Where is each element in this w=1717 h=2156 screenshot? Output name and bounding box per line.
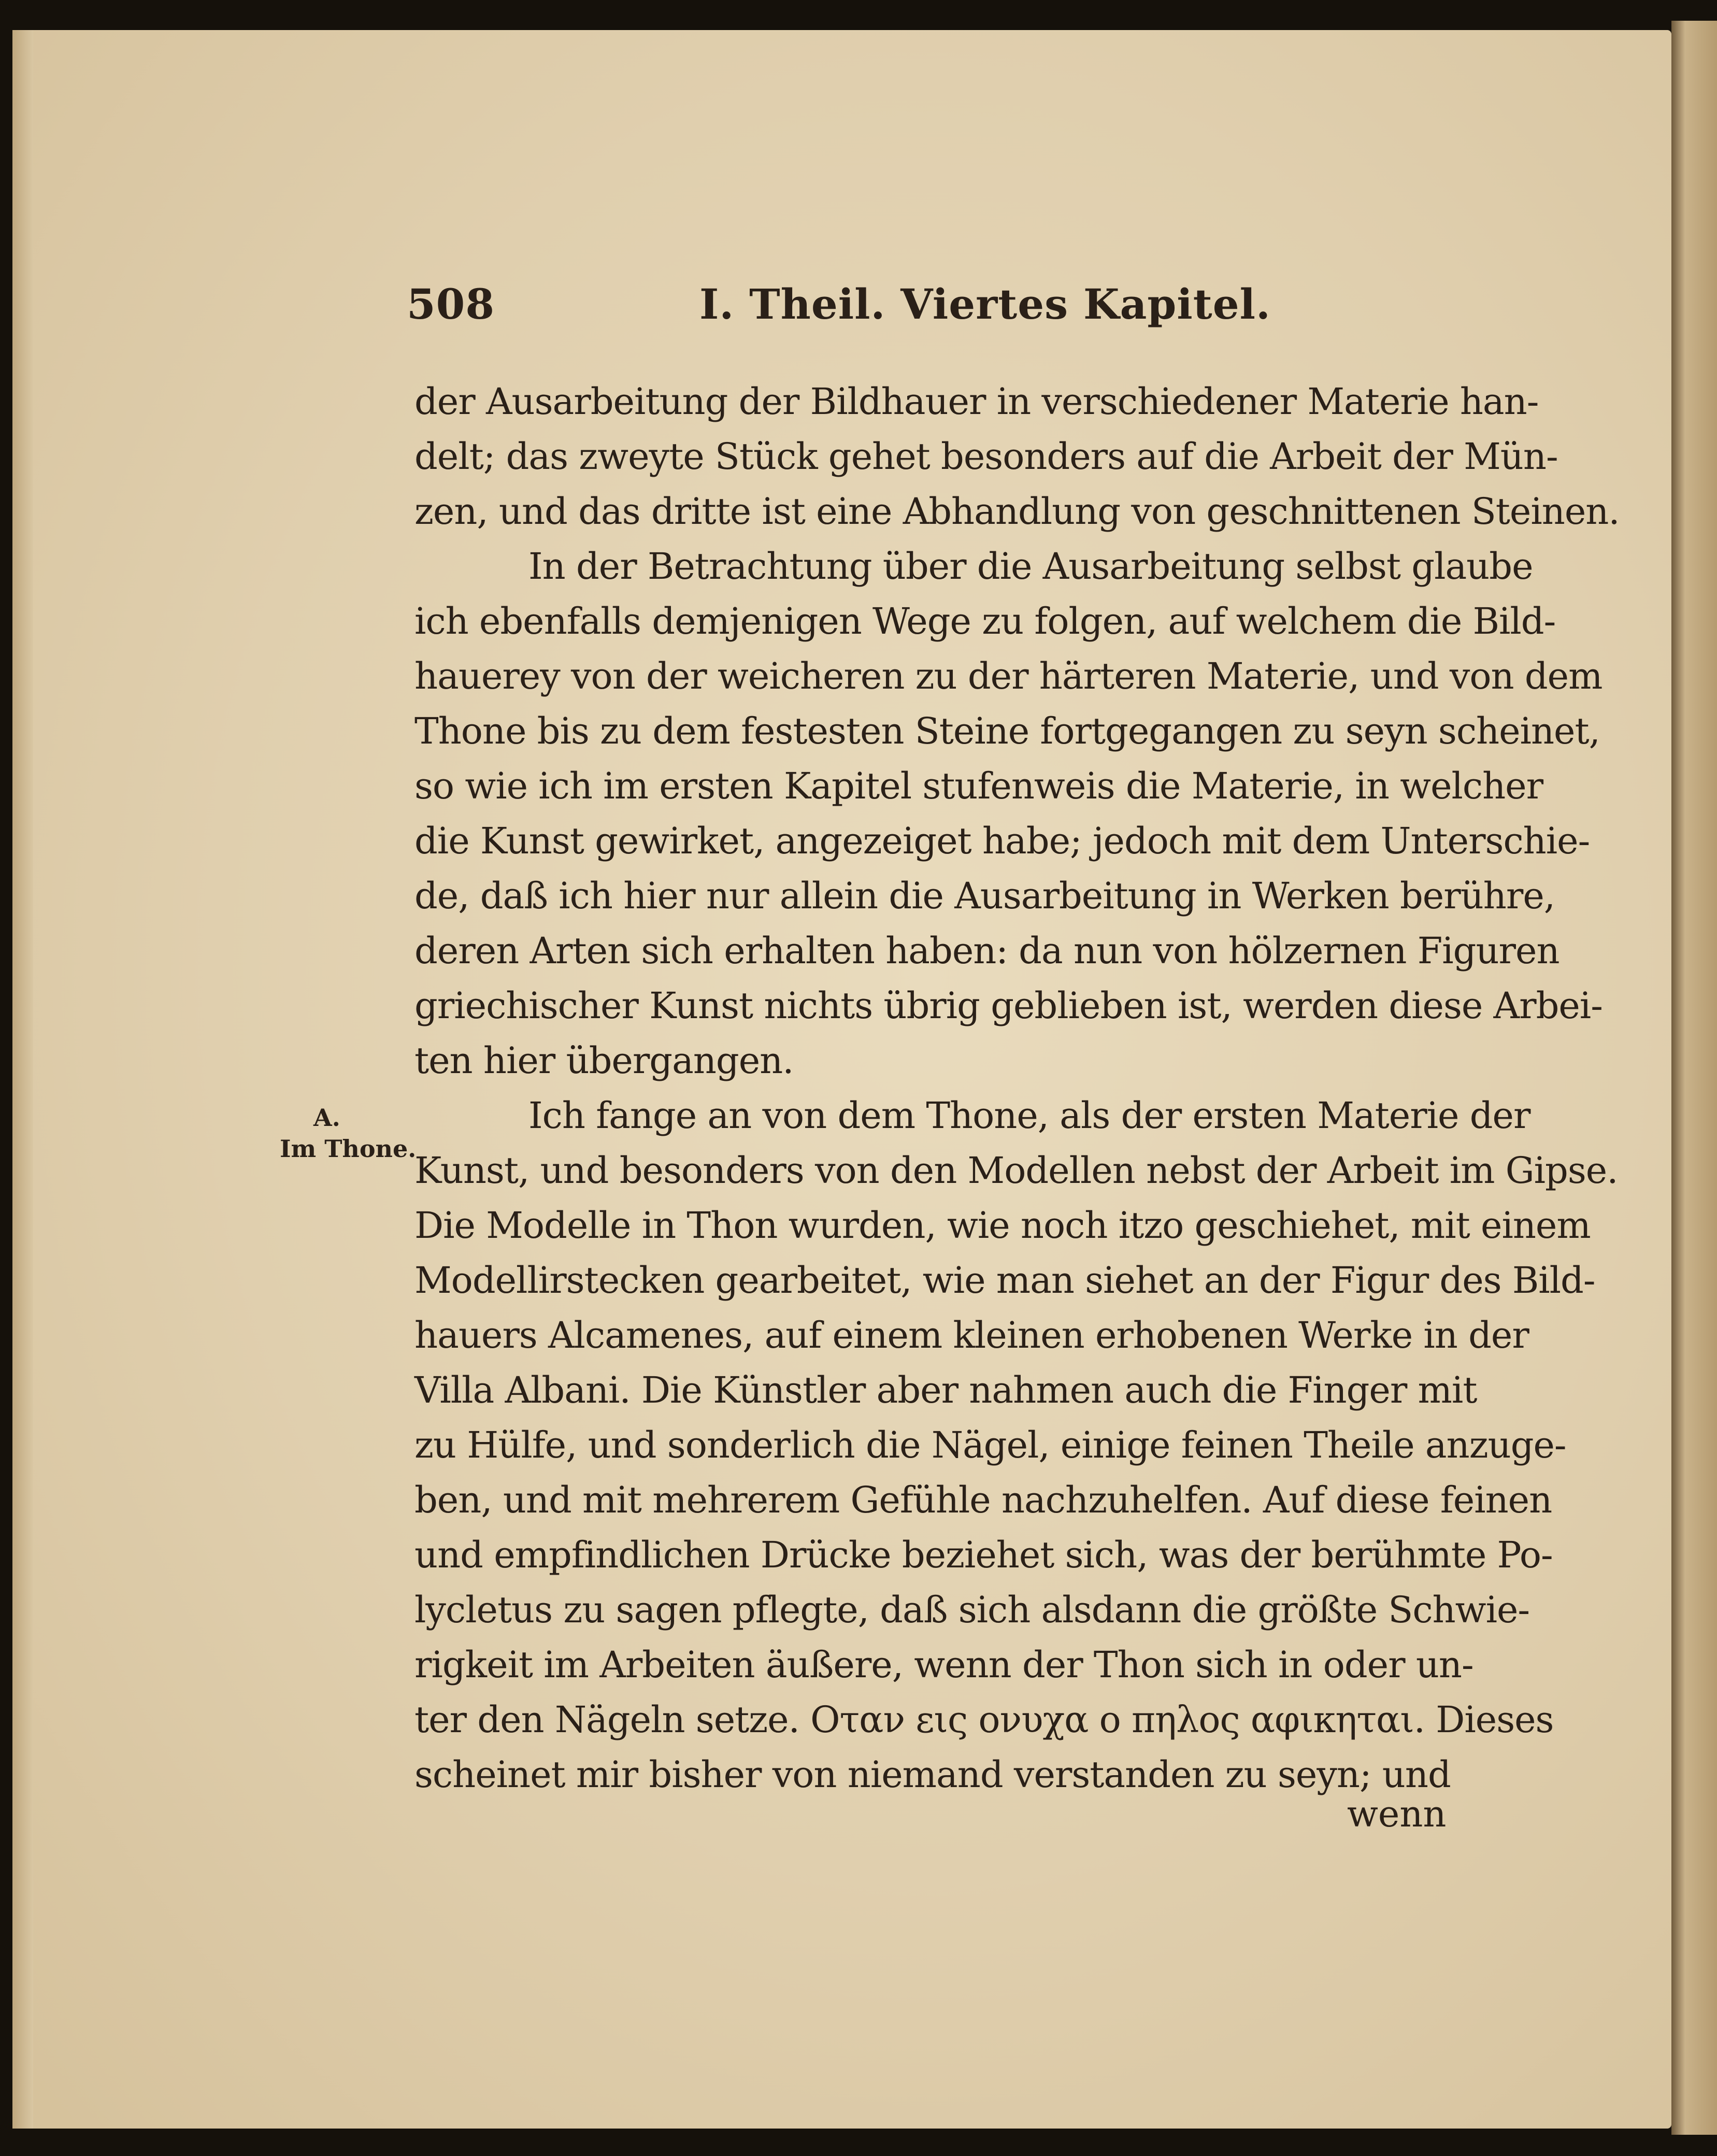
body-line-18: hauers Alcamenes, auf einem kleinen erhobenen Werke in der: [414, 1314, 1529, 1357]
body-line-11: deren Arten sich erhalten haben: da nun von hölzernen Figuren: [414, 930, 1559, 972]
body-line-10: de, daß ich hier nur allein die Ausarbeitung in Werken berühre,: [414, 875, 1555, 917]
body-line-5: ich ebenfalls demjenigen Wege zu folgen, auf welchem die Bild-: [414, 600, 1556, 642]
body-line-15: Kunst, und besonders von den Modellen nebst der Arbeit im Gipse.: [414, 1149, 1618, 1192]
margin-note-letter: A.: [313, 1104, 340, 1132]
body-line-6: hauerey von der weicheren zu der härteren Materie, und von dem: [414, 655, 1602, 697]
body-line-8: so wie ich im ersten Kapitel stufenweis die Materie, in welcher: [414, 765, 1543, 807]
catchword: wenn: [1347, 1793, 1447, 1835]
body-line-17: Modellirstecken gearbeitet, wie man siehet an der Figur des Bild-: [414, 1259, 1595, 1302]
body-line-9: die Kunst gewirket, angezeiget habe; jedoch mit dem Unterschie-: [414, 820, 1590, 862]
body-line-22: und empfindlichen Drücke beziehet sich, was der berühmte Po-: [414, 1534, 1553, 1576]
body-line-16: Die Modelle in Thon wurden, wie noch itzo geschiehet, mit einem: [414, 1204, 1591, 1247]
body-line-4: In der Betrachtung über die Ausarbeitung selbst glaube: [528, 545, 1533, 588]
body-line-14: Ich fange an von dem Thone, als der ersten Materie der: [528, 1094, 1530, 1137]
body-line-2: delt; das zweyte Stück gehet besonders auf die Arbeit der Mün-: [414, 435, 1558, 478]
body-line-19: Villa Albani. Die Künstler aber nahmen auch die Finger mit: [414, 1369, 1477, 1411]
body-line-23: lycletus zu sagen pflegte, daß sich alsdann die größte Schwie-: [414, 1589, 1530, 1631]
running-head: I. Theil. Viertes Kapitel.: [699, 280, 1271, 329]
body-line-12: griechischer Kunst nichts übrig geblieben ist, werden diese Arbei-: [414, 984, 1602, 1027]
body-line-3: zen, und das dritte ist eine Abhandlung von geschnittenen Steinen.: [414, 490, 1620, 533]
page-gutter-shadow: [12, 30, 33, 2129]
body-line-25: ter den Nägeln setze. Οταν εις ονυχα ο πηλος αφικηται. Dieses: [414, 1698, 1554, 1741]
body-line-26: scheinet mir bisher von niemand verstanden zu seyn; und: [414, 1753, 1451, 1796]
facing-page-edge: [1671, 21, 1717, 2135]
body-line-24: rigkeit im Arbeiten äußere, wenn der Thon sich in oder un-: [414, 1644, 1473, 1686]
body-line-13: ten hier übergangen.: [414, 1039, 794, 1082]
body-line-21: ben, und mit mehrerem Gefühle nachzuhelfen. Auf diese feinen: [414, 1479, 1552, 1521]
margin-note-label: Im Thone.: [280, 1135, 417, 1163]
body-line-20: zu Hülfe, und sonderlich die Nägel, einige feinen Theile anzuge-: [414, 1424, 1566, 1466]
body-line-1: der Ausarbeitung der Bildhauer in verschiedener Materie han-: [414, 380, 1539, 423]
body-line-7: Thone bis zu dem festesten Steine fortgegangen zu seyn scheinet,: [414, 710, 1600, 752]
page-number: 508: [407, 280, 495, 329]
